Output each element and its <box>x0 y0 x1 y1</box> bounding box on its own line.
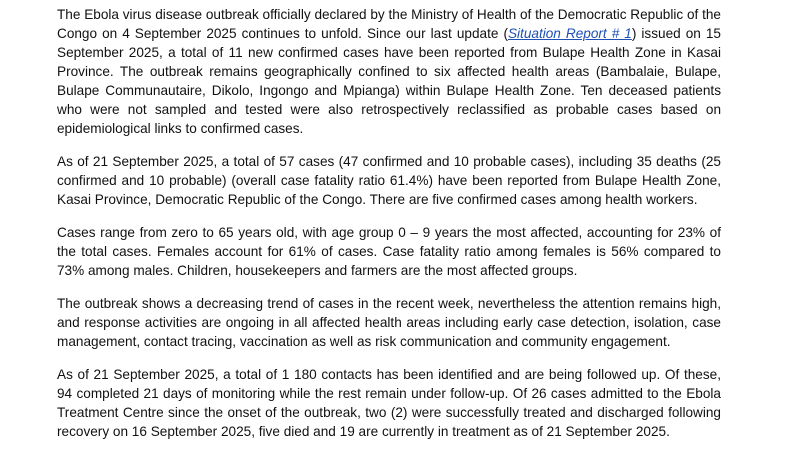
paragraph-text-after-link: ) issued on 15 September 2025, a total of 11 new confirmed cases have been reported from Bulape Health Zone in Kasai Province. The outbreak remains geographically confined to six affected health areas (Bambalaie, Bulape, Bulape Communautaire, Dikolo, Ingongo and Mpianga) within Bulape Health Zone. Ten deceased patients who were not sampled and tested were also retrospectively reclassified as probable cases based on epidemiological links to confirmed cases. <box>57 26 721 136</box>
paragraph-trend-response: The outbreak shows a decreasing trend of cases in the recent week, nevertheless the attention remains high, and response activities are ongoing in all affected health areas including early case detection, isolation, case management, contact tracing, vaccination as well as risk communication and community engagement. <box>57 296 721 349</box>
paragraph-case-totals: As of 21 September 2025, a total of 57 cases (47 confirmed and 10 probable cases), including 35 deaths (25 confirmed and 10 probable) (overall case fatality ratio 61.4%) have been reported from Bulape Health Zone, Kasai Province, Democratic Republic of the Congo. There are five confirmed cases among health workers. <box>57 154 721 207</box>
paragraph-text-before-link: The Ebola virus disease outbreak officially declared by the Ministry of Health of the Democratic Republic of the Congo on 4 September 2025 continues to unfold. Since our last update ( <box>57 7 721 41</box>
situation-report-link[interactable]: Situation Report # 1 <box>507 26 632 41</box>
paragraph-outbreak-overview <box>57 5 721 138</box>
paragraph-demographics: Cases range from zero to 65 years old, with age group 0 – 9 years the most affected, accounting for 23% of the total cases. Females account for 61% of cases. Case fatality ratio among females is 56% compared to 73% among males. Children, housekeepers and farmers are the most affected groups. <box>57 225 721 278</box>
document-body <box>57 5 721 455</box>
paragraph-contacts-treatment: As of 21 September 2025, a total of 1 180 contacts has been identified and are being followed up. Of these, 94 completed 21 days of monitoring while the rest remain under follow-up. Of 26 cases admitted to the Ebola Treatment Centre since the onset of the outbreak, two (2) were successfully treated and discharged following recovery on 16 September 2025, five died and 19 are currently in treatment as of 21 September 2025. <box>57 367 721 439</box>
